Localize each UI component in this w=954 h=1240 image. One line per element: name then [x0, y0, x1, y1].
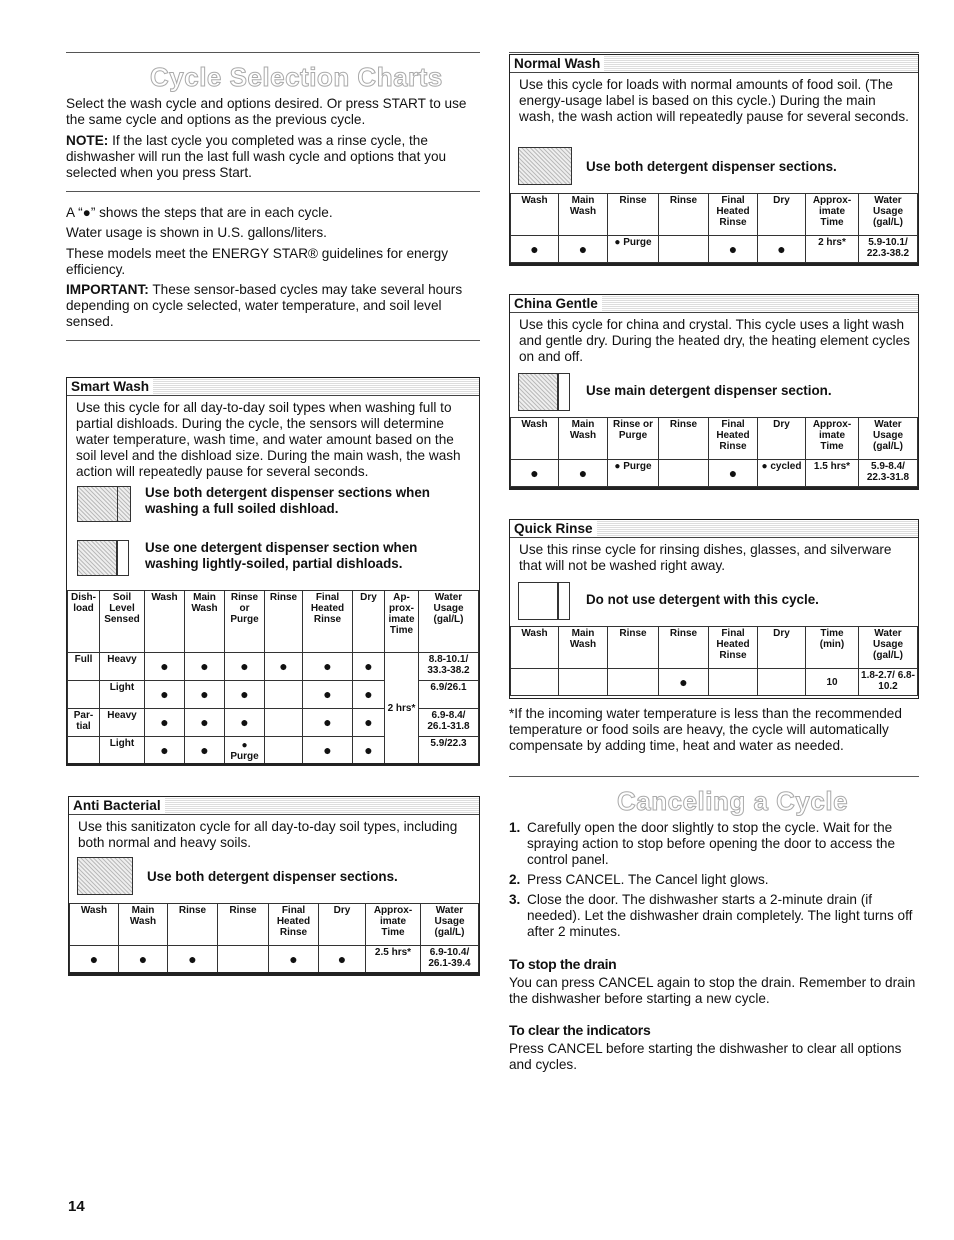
cell-dot: ●: [353, 709, 385, 737]
cell-dot: ●: [168, 946, 218, 973]
cell-soil: Heavy: [100, 709, 145, 737]
cell-soil: Heavy: [100, 653, 145, 681]
stop-drain-heading: To stop the drain: [509, 956, 617, 972]
col-dry: Dry: [319, 904, 366, 946]
quick-rinse-desc: Use this rinse cycle for rinsing dishes, glasses, and silverware that will not be washed right away.: [519, 542, 892, 573]
dispenser-empty-icon: [117, 540, 129, 576]
cell-load: Full: [68, 653, 100, 681]
cell-time: 2 hrs*: [806, 236, 859, 263]
col-wash: Wash: [511, 627, 559, 669]
normal-wash-desc: Use this cycle for loads with normal amounts of food soil. (The energy-usage label is based on this cycle.) During the main wash, the wash action will repeatedly pause for several seconds.: [519, 77, 909, 124]
cell-dot: ●: [758, 236, 806, 263]
quick-rinse-header: [510, 520, 918, 538]
cell-dot: ●: [185, 737, 225, 765]
cell-dot-purge: ● Purge: [608, 236, 659, 263]
cell-dot: [659, 236, 709, 263]
table-row: [511, 669, 918, 696]
cancel-step-2: [509, 872, 919, 888]
cell-dot: ●: [145, 737, 185, 765]
normal-wash-instr: Use both detergent dispenser sections.: [586, 159, 837, 174]
dispenser-empty-icon: [558, 373, 570, 411]
cell-dot: ●: [225, 681, 265, 709]
note-label: NOTE:: [66, 133, 109, 148]
page-title: Cycle Selection Charts: [150, 62, 443, 92]
col-water: Water Usage (gal/L): [421, 904, 479, 946]
step-number: 1.: [509, 820, 521, 835]
col-rinse: Rinse: [608, 627, 659, 669]
anti-bacterial-header: [69, 797, 479, 815]
clear-indicators-text: Press CANCEL before starting the dishwasher to clear all options and cycles.: [509, 1041, 902, 1072]
cell-dot: [511, 669, 559, 696]
china-gentle-title: China Gentle: [510, 296, 602, 311]
col-main-wash: Main Wash: [559, 418, 608, 460]
cell-dot: ●: [265, 653, 303, 681]
footnote: *If the incoming water temperature is less than the recommended temperature or food soils are heavy, the cycle will automatically compensate by adding time, heat and water as needed.: [509, 706, 902, 753]
col-rinse: Rinse: [218, 904, 269, 946]
col-final-rinse: Final Heated Rinse: [269, 904, 319, 946]
rule-left-2: [66, 191, 480, 192]
col-dry: Dry: [758, 627, 806, 669]
note-body: If the last cycle you completed was a rinse cycle, the dishwasher will run the last full wash cycle and options that you selected when you press Start.: [66, 133, 447, 180]
anti-bacterial-header-row: [70, 904, 479, 946]
cell-load: [68, 737, 100, 765]
china-gentle-header-row: [511, 418, 918, 460]
normal-wash-bottom-bar: [509, 263, 919, 266]
cell-dot: ●: [185, 653, 225, 681]
cell-dot: ●: [659, 669, 709, 696]
col-water: Water Usage (gal/L): [859, 194, 918, 236]
col-rinse-purge: Rinse or Purge: [608, 418, 659, 460]
smart-wash-header: [67, 378, 479, 396]
top-rule-right: [509, 52, 919, 53]
col-final-rinse: Final Heated Rinse: [709, 627, 758, 669]
cell-water: 6.9-10.4/ 26.1-39.4: [421, 946, 479, 973]
cell-dot: ●: [709, 236, 758, 263]
col-water: Water Usage (gal/L): [419, 591, 479, 653]
note-text: [66, 133, 476, 181]
col-dishload: Dish-load: [68, 591, 100, 653]
dispenser-empty-icon: [518, 582, 558, 620]
table-row: [70, 946, 479, 973]
cell-dot: ●: [225, 709, 265, 737]
cell-time: 2 hrs*: [385, 653, 419, 765]
col-main-wash: Main Wash: [185, 591, 225, 653]
cell-water: 5.9-10.1/ 22.3-38.2: [859, 236, 918, 263]
cell-dot: ●: [353, 681, 385, 709]
dispenser-both-icon: [77, 857, 133, 895]
smart-wash-title: Smart Wash: [67, 379, 153, 394]
cell-dot: [758, 669, 806, 696]
cell-water: 6.9-8.4/ 26.1-31.8: [419, 709, 479, 737]
cell-dot: [559, 669, 608, 696]
cell-dot: [265, 709, 303, 737]
cell-dot: ●: [145, 653, 185, 681]
cell-dot: ●: [559, 236, 608, 263]
cell-time: 1.5 hrs*: [806, 460, 859, 487]
col-water: Water Usage (gal/L): [859, 418, 918, 460]
smart-wash-instr-full: Use both detergent dispenser sections when washing a full soiled dishload.: [145, 485, 430, 516]
col-main-wash: Main Wash: [559, 627, 608, 669]
cell-dot: [659, 460, 709, 487]
anti-bacterial-bottom-bar: [68, 972, 480, 975]
dispenser-both-icon-small: [117, 486, 131, 522]
cell-water: 6.9/26.1: [419, 681, 479, 709]
china-gentle-header: [510, 295, 918, 313]
cell-dot: ●: [145, 709, 185, 737]
col-wash: Wash: [511, 194, 559, 236]
smart-wash-table: [67, 590, 479, 765]
cell-dot-purge: ● Purge: [608, 460, 659, 487]
china-gentle-instr: Use main detergent dispenser section.: [586, 383, 832, 398]
cell-dot: ●: [185, 709, 225, 737]
cell-dot: [709, 669, 758, 696]
intro-text: Select the wash cycle and options desired. Or press START to use the same cycle and options as the previous cycle.: [66, 96, 467, 127]
dispenser-empty-icon-small: [558, 582, 570, 620]
col-time: Approx-imate Time: [806, 418, 859, 460]
col-rinse: Rinse: [265, 591, 303, 653]
col-rinse-purge: Rinse or Purge: [225, 591, 265, 653]
dispenser-one-icon: [77, 540, 117, 576]
cell-time: 10: [806, 669, 859, 696]
water-usage-info: Water usage is shown in U.S. gallons/liters.: [66, 225, 327, 240]
anti-bacterial-desc: Use this sanitizaton cycle for all day-to-day soil types, including both normal and heavy soils.: [78, 819, 458, 850]
col-soil: Soil Level Sensed: [100, 591, 145, 653]
cell-dot-cycled: ● cycled: [758, 460, 806, 487]
step-number: 3.: [509, 892, 521, 907]
canceling-title: Canceling a Cycle: [617, 786, 849, 816]
col-time: Approx-imate Time: [806, 194, 859, 236]
cell-dot: ●: [559, 460, 608, 487]
smart-wash-desc: Use this cycle for all day-to-day soil types when washing full to partial dishloads. During the cycle, the sensors will determine water temperature, wash time, and water amount based on the soil level and the dishload size. During the main wash, the wash action will repeatedly pause for several seconds.: [76, 400, 461, 479]
col-wash: Wash: [511, 418, 559, 460]
cell-time: 2.5 hrs*: [366, 946, 421, 973]
col-time: Approx-imate Time: [366, 904, 421, 946]
col-rinse: Rinse: [168, 904, 218, 946]
smart-wash-bottom-bar: [66, 763, 480, 766]
cell-load: Par-tial: [68, 709, 100, 737]
normal-wash-header: [510, 55, 918, 73]
col-final-rinse: Final Heated Rinse: [709, 194, 758, 236]
smart-wash-instr-partial: Use one detergent dispenser section when washing lightly-soiled, partial dishloads.: [145, 540, 418, 571]
cell-dot: [265, 681, 303, 709]
col-rinse: Rinse: [608, 194, 659, 236]
anti-bacterial-instr: Use both detergent dispenser sections.: [147, 869, 398, 884]
page-number: 14: [68, 1198, 85, 1215]
cell-dot: ●: [353, 653, 385, 681]
quick-rinse-instr: Do not use detergent with this cycle.: [586, 592, 819, 607]
quick-rinse-title: Quick Rinse: [510, 521, 597, 536]
dispenser-both-icon: [518, 147, 572, 185]
dot-info: A “●” shows the steps that are in each cycle.: [66, 205, 333, 220]
quick-rinse-table: [510, 626, 918, 696]
anti-bacterial-table: [69, 903, 479, 973]
top-rule-left: [66, 52, 480, 53]
col-main-wash: Main Wash: [119, 904, 168, 946]
col-rinse: Rinse: [659, 194, 709, 236]
table-row: [511, 236, 918, 263]
normal-wash-table: [510, 193, 918, 263]
col-wash: Wash: [70, 904, 119, 946]
col-rinse: Rinse: [659, 627, 709, 669]
important-body: These sensor-based cycles may take several hours depending on cycle selected, water temperature, and soil level sensed.: [66, 282, 463, 329]
cancel-step-1: [509, 820, 919, 868]
clear-indicators-heading: To clear the indicators: [509, 1022, 651, 1038]
cell-dot: ●: [303, 709, 353, 737]
rule-left-3: [66, 340, 480, 341]
step-text: Press CANCEL. The Cancel light glows.: [527, 872, 769, 887]
cell-water: 8.8-10.1/ 33.3-38.2: [419, 653, 479, 681]
col-dry: Dry: [758, 194, 806, 236]
cell-dot: ●: [269, 946, 319, 973]
cell-dot-purge: ● Purge: [225, 737, 265, 765]
cell-dot: [218, 946, 269, 973]
quick-rinse-header-row: [511, 627, 918, 669]
cell-dot: ●: [303, 737, 353, 765]
cell-dot: ●: [225, 653, 265, 681]
cell-dot: ●: [511, 236, 559, 263]
cell-dot: ●: [145, 681, 185, 709]
important-text: [66, 282, 476, 330]
important-label: IMPORTANT:: [66, 282, 149, 297]
col-dry: Dry: [758, 418, 806, 460]
table-row: [68, 653, 479, 681]
cell-dot: ●: [185, 681, 225, 709]
cell-dot: ●: [303, 681, 353, 709]
normal-wash-header-row: [511, 194, 918, 236]
cell-water: 5.9/22.3: [419, 737, 479, 765]
cell-dot: ●: [709, 460, 758, 487]
table-row: [511, 460, 918, 487]
cell-dot: ●: [511, 460, 559, 487]
normal-wash-title: Normal Wash: [510, 56, 604, 71]
col-water: Water Usage (gal/L): [859, 627, 918, 669]
cell-soil: Light: [100, 737, 145, 765]
china-gentle-bottom-bar: [509, 487, 919, 490]
step-text: Close the door. The dishwasher starts a 2-minute drain (if needed). Let the dishwasher drain completely. The light turns off after 2 minutes.: [527, 892, 913, 939]
col-wash: Wash: [145, 591, 185, 653]
china-gentle-table: [510, 417, 918, 487]
cell-dot: [265, 737, 303, 765]
col-final-rinse: Final Heated Rinse: [303, 591, 353, 653]
anti-bacterial-title: Anti Bacterial: [69, 798, 165, 813]
cell-load: [68, 681, 100, 709]
cell-dot: ●: [303, 653, 353, 681]
cell-dot: ●: [70, 946, 119, 973]
col-dry: Dry: [353, 591, 385, 653]
cell-dot: ●: [353, 737, 385, 765]
stop-drain-text: You can press CANCEL again to stop the drain. Remember to drain the dishwasher before starting a new cycle.: [509, 975, 916, 1006]
cell-dot: ●: [119, 946, 168, 973]
energy-star-info: These models meet the ENERGY STAR® guidelines for energy efficiency.: [66, 246, 449, 277]
col-rinse: Rinse: [659, 418, 709, 460]
cell-water: 1.8-2.7/ 6.8-10.2: [859, 669, 918, 696]
cell-dot: ●: [319, 946, 366, 973]
smart-wash-header-row: [68, 591, 479, 653]
col-main-wash: Main Wash: [559, 194, 608, 236]
rule-right-canceling: [509, 776, 919, 777]
cell-water: 5.9-8.4/ 22.3-31.8: [859, 460, 918, 487]
cell-soil: Light: [100, 681, 145, 709]
col-time: Ap-prox-imate Time: [385, 591, 419, 653]
col-final-rinse: Final Heated Rinse: [709, 418, 758, 460]
cancel-step-3: [509, 892, 919, 940]
step-number: 2.: [509, 872, 521, 887]
col-time: Time (min): [806, 627, 859, 669]
step-text: Carefully open the door slightly to stop the cycle. Wait for the spraying action to stop before opening the door to access the control panel.: [527, 820, 896, 867]
china-gentle-desc: Use this cycle for china and crystal. This cycle uses a light wash and gentle dry. During the heated dry, the heating element cycles on and off.: [519, 317, 910, 364]
dispenser-main-icon: [518, 373, 558, 411]
cell-dot: [608, 669, 659, 696]
